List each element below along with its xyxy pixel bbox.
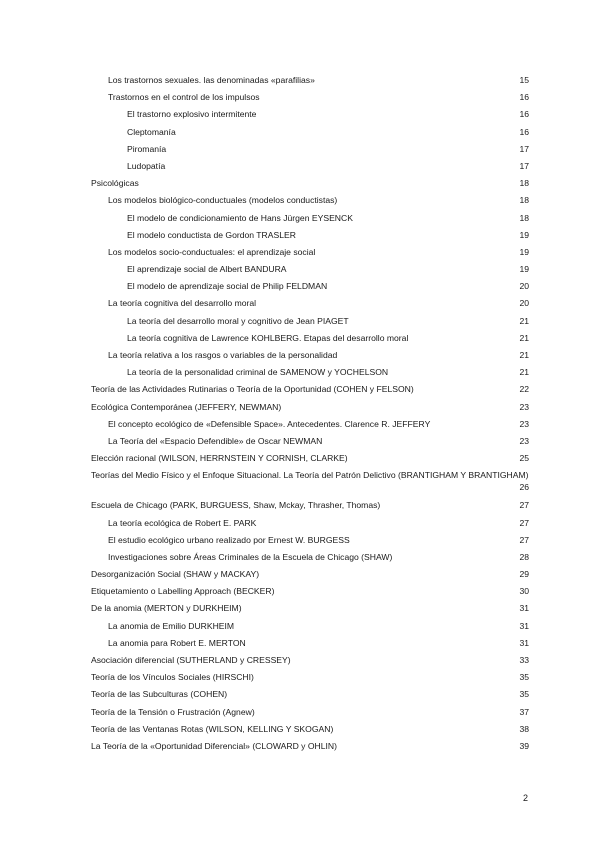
toc-entry[interactable] <box>0 192 600 209</box>
toc-entry-title: Cleptomanía <box>127 126 176 137</box>
toc-entry-title: La teoría cognitiva de Lawrence KOHLBERG. Etapas del desarrollo moral <box>127 332 409 343</box>
toc-entry-title: La teoría relativa a los rasgos o variables de la personalidad <box>108 350 338 360</box>
toc-entry[interactable] <box>0 330 600 347</box>
toc-entry-title: La teoría de la personalidad criminal de SAMENOW y YOCHELSON <box>127 367 389 378</box>
toc-entry-title: Los modelos biológico-conductuales (modelos conductistas) <box>108 195 338 206</box>
toc-entry-title: Etiquetamiento o Labelling Approach (BECKER) <box>91 586 275 597</box>
toc-entry[interactable] <box>0 381 600 398</box>
toc-entry-page: 17 <box>519 160 529 171</box>
toc-entry[interactable] <box>0 721 600 738</box>
toc-entry-page: 22 <box>519 384 529 395</box>
toc-entry-title: La Teoría de la «Oportunidad Diferencial» (CLOWARD y OHLIN) <box>91 740 337 751</box>
toc-entry[interactable] <box>0 497 600 514</box>
toc-entry[interactable] <box>0 635 600 652</box>
toc-entry-title: La Teoría del «Espacio Defendible» de Oscar NEWMAN <box>108 435 323 446</box>
toc-entry-page: 28 <box>519 551 529 562</box>
toc-entry-page: 25 <box>519 453 529 464</box>
toc-entry[interactable] <box>0 669 600 686</box>
toc-entry-page: 39 <box>519 740 529 751</box>
toc-entry-page: 31 <box>519 603 529 614</box>
toc-entry-title: Teoría de las Actividades Rutinarias o Teoría de la Oportunidad (COHEN y FELSON) <box>91 384 414 395</box>
toc-entry-page: 19 <box>519 264 529 275</box>
toc-entry-title: La anomia de Emilio DURKHEIM <box>108 620 235 631</box>
toc-entry-page: 27 <box>519 500 529 511</box>
toc-entry-title: Elección racional (WILSON, HERRNSTEIN Y CORNISH, CLARKE) <box>91 453 348 464</box>
toc-entry-page: 18 <box>519 195 529 206</box>
toc-entry-page: 21 <box>519 350 529 360</box>
toc-entry[interactable] <box>0 549 600 566</box>
toc-entry-title: Los trastornos sexuales. las denominadas «parafilias» <box>108 75 315 85</box>
toc-entry[interactable] <box>0 89 600 106</box>
toc-entry-page: 21 <box>519 367 529 378</box>
toc-entry-page: 18 <box>519 178 529 189</box>
toc-entry[interactable] <box>0 532 600 549</box>
toc-entry-page: 16 <box>519 126 529 137</box>
page-number: 2 <box>522 793 528 803</box>
toc-entry-page: 31 <box>519 620 529 631</box>
toc-entry[interactable] <box>0 210 600 227</box>
toc-entry-page: 30 <box>519 586 529 597</box>
toc-entry-title: Desorganización Social (SHAW y MACKAY) <box>91 569 260 580</box>
toc-entry-page: 27 <box>519 517 529 528</box>
toc-entry-title: Teoría de la Tensión o Frustración (Agnew) <box>91 706 255 717</box>
toc-entry-title: Teoría de los Vínculos Sociales (HIRSCHI) <box>91 672 254 683</box>
toc-entry[interactable] <box>0 347 600 364</box>
toc-entry-title: La anomia para Robert E. MERTON <box>108 637 246 648</box>
toc-entry-page: 16 <box>519 109 529 120</box>
toc-entry-page: 21 <box>519 315 529 326</box>
toc-entry-title: El modelo de aprendizaje social de Philip FELDMAN <box>127 281 328 292</box>
toc-entry[interactable] <box>0 652 600 669</box>
toc-entry-title: El aprendizaje social de Albert BANDURA <box>127 264 287 275</box>
toc-entry[interactable] <box>0 72 600 89</box>
toc-entry-title: Asociación diferencial (SUTHERLAND y CRESSEY) <box>91 655 291 665</box>
toc-entry-page: 29 <box>519 569 529 580</box>
toc-entry[interactable] <box>0 295 600 312</box>
toc-entry-title: Psicológicas <box>91 178 139 189</box>
toc-entry[interactable] <box>0 515 600 532</box>
toc-entry-page: 26 <box>519 482 529 493</box>
toc-entry[interactable] <box>0 278 600 295</box>
toc-entry[interactable] <box>0 124 600 141</box>
toc-entry-page: 27 <box>519 534 529 545</box>
toc-entry[interactable] <box>0 106 600 123</box>
toc-entry-page: 16 <box>519 92 529 103</box>
toc-entry-title: Escuela de Chicago (PARK, BURGUESS, Shaw, Mckay, Thrasher, Thomas) <box>91 500 381 511</box>
toc-entry[interactable] <box>0 450 600 467</box>
toc-entry-title: El trastorno explosivo intermitente <box>127 109 257 120</box>
toc-entry-title: El modelo de condicionamiento de Hans Jürgen EYSENCK <box>127 212 353 223</box>
toc-entry-title: Teorías del Medio Físico y el Enfoque Situacional. La Teoría del Patrón Delictivo (BRANTIGHAM Y BRANTIGHAM) <box>91 470 529 481</box>
toc-entry-page: 35 <box>519 672 529 683</box>
toc-entry[interactable] <box>0 261 600 278</box>
toc-entry[interactable] <box>0 618 600 635</box>
toc-entry-page: 37 <box>519 706 529 717</box>
toc-entry[interactable] <box>0 244 600 261</box>
toc-entry[interactable] <box>0 467 600 497</box>
toc-entry[interactable] <box>0 738 600 755</box>
toc-entry[interactable] <box>0 566 600 583</box>
toc-entry-page: 23 <box>519 418 529 429</box>
toc-entry[interactable] <box>0 141 600 158</box>
toc-entry-title: La teoría cognitiva del desarrollo moral <box>108 298 257 309</box>
toc-entry-page: 21 <box>519 332 529 343</box>
toc-entry-page: 18 <box>519 212 529 223</box>
toc-entry-title: Investigaciones sobre Áreas Criminales de la Escuela de Chicago (SHAW) <box>108 551 393 562</box>
toc-entry[interactable] <box>0 600 600 617</box>
toc-entry[interactable] <box>0 399 600 416</box>
toc-entry-title: El concepto ecológico de «Defensible Space». Antecedentes. Clarence R. JEFFERY <box>108 418 431 429</box>
toc-entry-title: La teoría del desarrollo moral y cognitivo de Jean PIAGET <box>127 315 349 326</box>
toc-entry-page: 35 <box>519 689 529 700</box>
toc-entry-page: 31 <box>519 637 529 648</box>
toc-entry-title: La teoría ecológica de Robert E. PARK <box>108 517 257 528</box>
toc-entry[interactable] <box>0 313 600 330</box>
toc-entry-page: 19 <box>519 246 529 257</box>
toc-entry-page: 33 <box>519 655 529 665</box>
toc-entry-page: 38 <box>519 723 529 734</box>
toc-entry-page: 19 <box>519 229 529 240</box>
toc-entry[interactable] <box>0 704 600 721</box>
toc-entry[interactable] <box>0 227 600 244</box>
toc-entry-page: 15 <box>519 75 529 85</box>
toc-entry-title: Los modelos socio-conductuales: el aprendizaje social <box>108 246 316 257</box>
toc-entry-page: 20 <box>519 281 529 292</box>
table-of-contents <box>0 72 600 755</box>
toc-entry-title: El modelo conductista de Gordon TRASLER <box>127 229 296 240</box>
toc-entry-title: Teoría de las Ventanas Rotas (WILSON, KELLING Y SKOGAN) <box>91 723 334 734</box>
toc-entry-title: El estudio ecológico urbano realizado por Ernest W. BURGESS <box>108 534 350 545</box>
toc-entry-title: Piromanía <box>127 143 167 154</box>
toc-entry-title: De la anomia (MERTON y DURKHEIM) <box>91 603 242 614</box>
toc-entry-page: 23 <box>519 401 529 412</box>
toc-entry[interactable] <box>0 686 600 703</box>
toc-entry-title: Ludopatía <box>127 160 166 171</box>
toc-entry[interactable] <box>0 175 600 192</box>
toc-entry-title: Ecológica Contemporánea (JEFFERY, NEWMAN) <box>91 401 282 412</box>
toc-entry[interactable] <box>0 364 600 381</box>
toc-entry-page: 23 <box>519 435 529 446</box>
toc-entry-title: Trastornos en el control de los impulsos <box>108 92 260 103</box>
toc-entry[interactable] <box>0 583 600 600</box>
toc-entry[interactable] <box>0 158 600 175</box>
toc-entry-page: 17 <box>519 143 529 154</box>
toc-entry-page: 20 <box>519 298 529 309</box>
toc-entry-title: Teoría de las Subculturas (COHEN) <box>91 689 228 700</box>
toc-entry[interactable] <box>0 416 600 433</box>
toc-entry[interactable] <box>0 433 600 450</box>
